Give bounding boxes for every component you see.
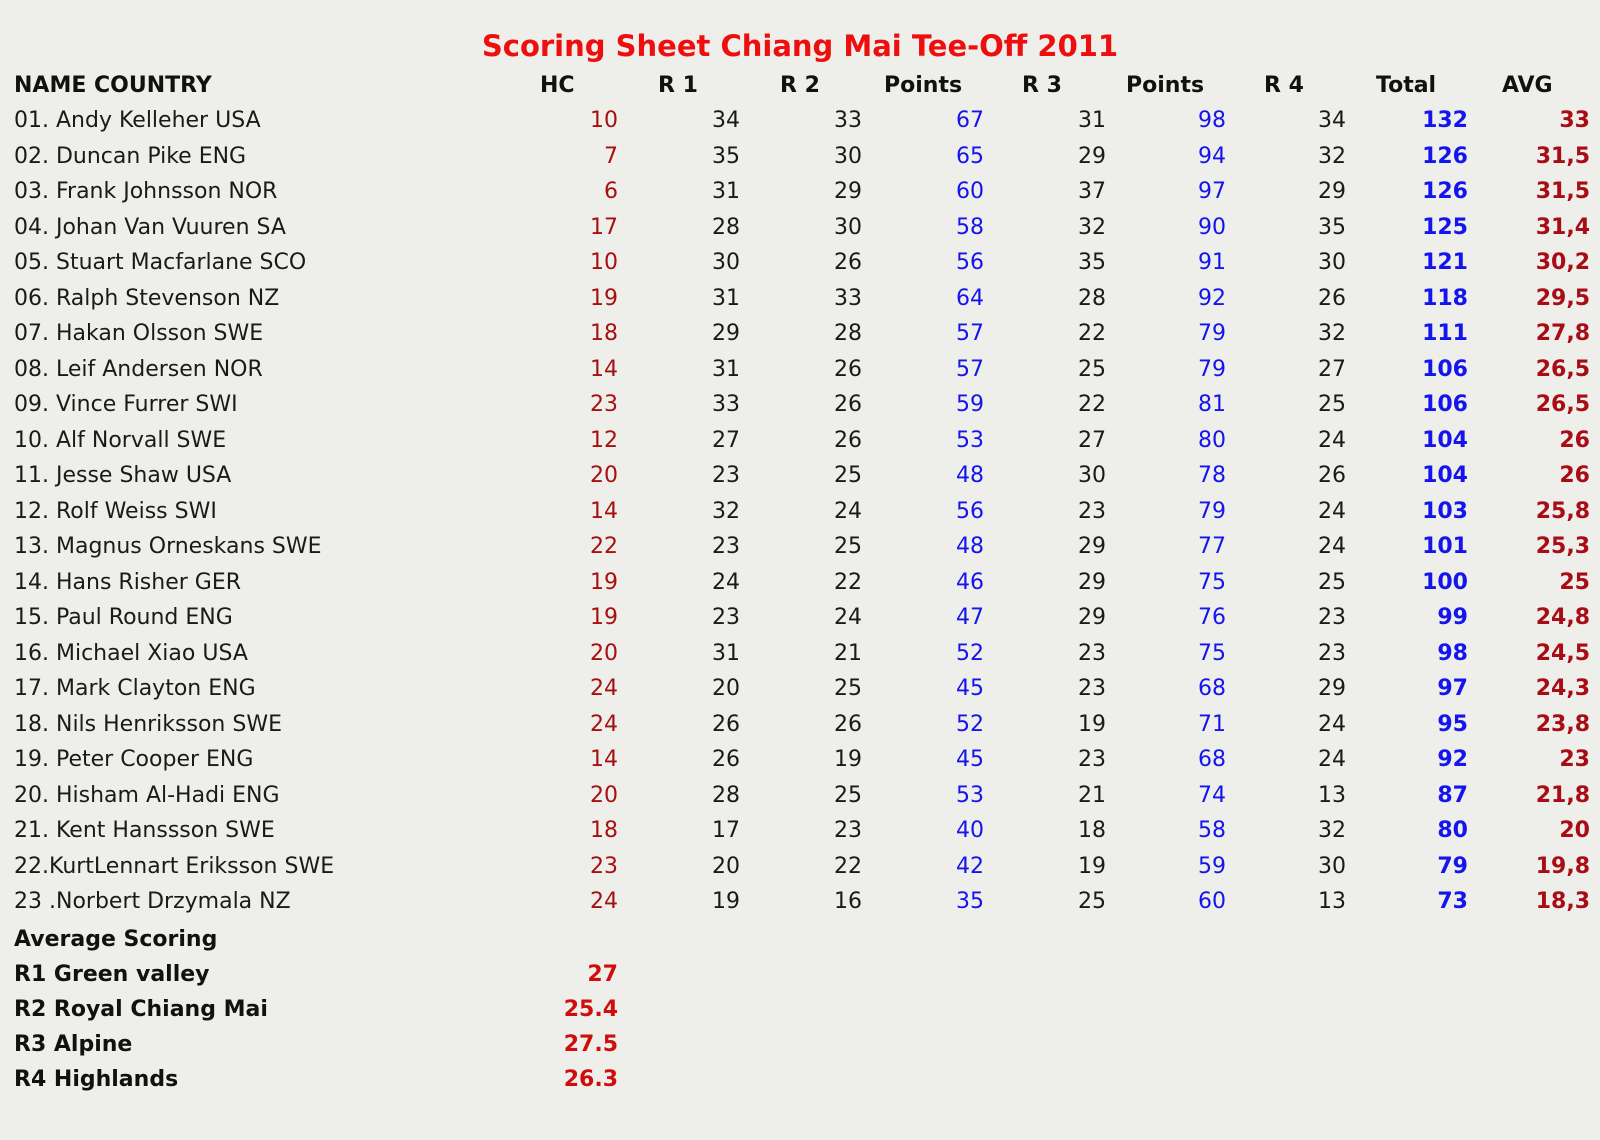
player-name: 07. Hakan Olsson SWE — [14, 321, 264, 346]
average-score: 24,3 — [1535, 676, 1590, 701]
round-3-score: 29 — [1078, 534, 1106, 559]
player-name: 17. Mark Clayton ENG — [14, 676, 256, 701]
round-2-score: 22 — [834, 854, 862, 879]
points-after-r3: 78 — [1198, 463, 1226, 488]
average-score: 27,8 — [1535, 321, 1590, 346]
handicap: 20 — [590, 783, 618, 808]
round-3-score: 22 — [1078, 392, 1106, 417]
round-1-score: 20 — [712, 676, 740, 701]
handicap: 23 — [590, 854, 618, 879]
round-4-score: 25 — [1318, 392, 1346, 417]
round-2-score: 25 — [834, 534, 862, 559]
round-3-score: 31 — [1078, 108, 1106, 133]
round-4-score: 13 — [1318, 889, 1346, 914]
page-title: Scoring Sheet Chiang Mai Tee-Off 2011 — [481, 29, 1119, 63]
points-after-r3: 94 — [1198, 144, 1226, 169]
round-1-score: 23 — [712, 463, 740, 488]
round-4-score: 32 — [1318, 818, 1346, 843]
round-4-score: 25 — [1318, 570, 1346, 595]
average-score: 31,5 — [1535, 144, 1590, 169]
header-hc: HC — [540, 73, 575, 98]
average-score: 26,5 — [1535, 392, 1590, 417]
total-score: 132 — [1422, 108, 1468, 133]
points-after-r3: 68 — [1198, 676, 1226, 701]
round-2-score: 33 — [834, 108, 862, 133]
player-name: 10. Alf Norvall SWE — [14, 428, 227, 453]
player-name: 08. Leif Andersen NOR — [14, 357, 263, 382]
average-score: 23,8 — [1535, 712, 1590, 737]
handicap: 6 — [604, 179, 618, 204]
handicap: 24 — [590, 676, 618, 701]
round-4-score: 34 — [1318, 108, 1346, 133]
round-3-score: 22 — [1078, 321, 1106, 346]
round-2-score: 33 — [834, 286, 862, 311]
round-3-score: 29 — [1078, 144, 1106, 169]
player-name: 13. Magnus Orneskans SWE — [14, 534, 322, 559]
handicap: 18 — [590, 321, 618, 346]
points-after-r3: 97 — [1198, 179, 1226, 204]
handicap: 14 — [590, 747, 618, 772]
average-score: 30,2 — [1535, 250, 1590, 275]
round-1-score: 28 — [712, 783, 740, 808]
points-after-r3: 74 — [1198, 783, 1226, 808]
round-3-score: 28 — [1078, 286, 1106, 311]
round-1-score: 34 — [712, 108, 740, 133]
total-score: 79 — [1437, 854, 1468, 879]
points-after-r2: 40 — [956, 818, 984, 843]
round-3-score: 19 — [1078, 854, 1106, 879]
round-4-score: 24 — [1318, 712, 1346, 737]
course-label-r1: R1 Green valley — [14, 962, 210, 987]
player-name: 11. Jesse Shaw USA — [14, 463, 232, 488]
round-3-score: 25 — [1078, 889, 1106, 914]
points-after-r2: 57 — [956, 357, 984, 382]
player-name: 16. Michael Xiao USA — [14, 641, 248, 666]
round-1-score: 33 — [712, 392, 740, 417]
round-1-score: 29 — [712, 321, 740, 346]
header-name-country: NAME COUNTRY — [14, 73, 212, 98]
round-4-score: 29 — [1318, 179, 1346, 204]
points-after-r2: 45 — [956, 747, 984, 772]
points-after-r2: 46 — [956, 570, 984, 595]
player-name: 02. Duncan Pike ENG — [14, 144, 247, 169]
points-after-r2: 35 — [956, 889, 984, 914]
round-2-score: 24 — [834, 499, 862, 524]
points-after-r3: 80 — [1198, 428, 1226, 453]
handicap: 24 — [590, 889, 618, 914]
round-1-score: 28 — [712, 215, 740, 240]
handicap: 10 — [590, 250, 618, 275]
player-name: 05. Stuart Macfarlane SCO — [14, 250, 307, 275]
round-2-score: 26 — [834, 250, 862, 275]
header-r4: R 4 — [1264, 73, 1304, 98]
average-score: 31,4 — [1535, 215, 1590, 240]
total-score: 106 — [1422, 392, 1468, 417]
handicap: 19 — [590, 286, 618, 311]
points-after-r3: 77 — [1198, 534, 1226, 559]
points-after-r2: 42 — [956, 854, 984, 879]
round-1-score: 19 — [712, 889, 740, 914]
round-3-score: 29 — [1078, 605, 1106, 630]
round-2-score: 26 — [834, 428, 862, 453]
total-score: 87 — [1437, 783, 1468, 808]
round-4-score: 24 — [1318, 534, 1346, 559]
round-4-score: 26 — [1318, 463, 1346, 488]
average-score: 19,8 — [1535, 854, 1590, 879]
round-4-score: 30 — [1318, 854, 1346, 879]
handicap: 20 — [590, 463, 618, 488]
round-2-score: 22 — [834, 570, 862, 595]
player-name: 06. Ralph Stevenson NZ — [14, 286, 280, 311]
round-4-score: 27 — [1318, 357, 1346, 382]
points-after-r2: 53 — [956, 783, 984, 808]
player-name: 15. Paul Round ENG — [14, 605, 233, 630]
header-r3: R 3 — [1022, 73, 1062, 98]
header-r1: R 1 — [658, 73, 698, 98]
round-4-score: 26 — [1318, 286, 1346, 311]
round-2-score: 29 — [834, 179, 862, 204]
points-after-r3: 79 — [1198, 321, 1226, 346]
points-after-r2: 56 — [956, 499, 984, 524]
points-after-r3: 91 — [1198, 250, 1226, 275]
total-score: 104 — [1422, 463, 1468, 488]
round-3-score: 23 — [1078, 641, 1106, 666]
average-score: 25,3 — [1535, 534, 1590, 559]
average-score: 25,8 — [1535, 499, 1590, 524]
points-after-r2: 60 — [956, 179, 984, 204]
round-4-score: 24 — [1318, 747, 1346, 772]
round-2-score: 23 — [834, 818, 862, 843]
points-after-r2: 58 — [956, 215, 984, 240]
player-name: 04. Johan Van Vuuren SA — [14, 215, 286, 240]
round-4-score: 23 — [1318, 605, 1346, 630]
total-score: 95 — [1437, 712, 1468, 737]
average-score: 21,8 — [1535, 783, 1590, 808]
average-score: 20 — [1559, 818, 1590, 843]
points-after-r3: 60 — [1198, 889, 1226, 914]
round-1-score: 20 — [712, 854, 740, 879]
header-avg: AVG — [1502, 73, 1553, 98]
round-2-score: 26 — [834, 357, 862, 382]
average-score: 26 — [1559, 428, 1590, 453]
round-3-score: 18 — [1078, 818, 1106, 843]
round-2-score: 28 — [834, 321, 862, 346]
round-2-score: 25 — [834, 783, 862, 808]
handicap: 19 — [590, 605, 618, 630]
total-score: 103 — [1422, 499, 1468, 524]
average-score: 26,5 — [1535, 357, 1590, 382]
round-3-score: 32 — [1078, 215, 1106, 240]
points-after-r3: 92 — [1198, 286, 1226, 311]
course-average-r2: 25.4 — [563, 997, 618, 1022]
total-score: 125 — [1422, 215, 1468, 240]
total-score: 101 — [1422, 534, 1468, 559]
round-2-score: 24 — [834, 605, 862, 630]
points-after-r3: 58 — [1198, 818, 1226, 843]
round-1-score: 31 — [712, 179, 740, 204]
total-score: 99 — [1437, 605, 1468, 630]
round-4-score: 13 — [1318, 783, 1346, 808]
total-score: 98 — [1437, 641, 1468, 666]
round-2-score: 30 — [834, 144, 862, 169]
total-score: 97 — [1437, 676, 1468, 701]
round-4-score: 32 — [1318, 144, 1346, 169]
handicap: 20 — [590, 641, 618, 666]
points-after-r3: 76 — [1198, 605, 1226, 630]
handicap: 14 — [590, 499, 618, 524]
player-name: 19. Peter Cooper ENG — [14, 747, 254, 772]
average-score: 24,8 — [1535, 605, 1590, 630]
header-r2: R 2 — [780, 73, 820, 98]
points-after-r2: 59 — [956, 392, 984, 417]
points-after-r3: 71 — [1198, 712, 1226, 737]
player-name: 03. Frank Johnsson NOR — [14, 179, 278, 204]
points-after-r3: 81 — [1198, 392, 1226, 417]
round-4-score: 24 — [1318, 499, 1346, 524]
round-1-score: 35 — [712, 144, 740, 169]
average-score: 25 — [1559, 570, 1590, 595]
round-3-score: 29 — [1078, 570, 1106, 595]
round-1-score: 32 — [712, 499, 740, 524]
round-4-score: 29 — [1318, 676, 1346, 701]
round-1-score: 30 — [712, 250, 740, 275]
average-score: 31,5 — [1535, 179, 1590, 204]
round-3-score: 23 — [1078, 676, 1106, 701]
round-1-score: 17 — [712, 818, 740, 843]
round-3-score: 25 — [1078, 357, 1106, 382]
round-3-score: 23 — [1078, 747, 1106, 772]
points-after-r3: 75 — [1198, 570, 1226, 595]
average-score: 18,3 — [1535, 889, 1590, 914]
round-1-score: 27 — [712, 428, 740, 453]
average-score: 33 — [1559, 108, 1590, 133]
round-2-score: 25 — [834, 463, 862, 488]
points-after-r3: 59 — [1198, 854, 1226, 879]
player-name: 12. Rolf Weiss SWI — [14, 499, 217, 524]
points-after-r2: 52 — [956, 712, 984, 737]
average-score: 26 — [1559, 463, 1590, 488]
round-3-score: 37 — [1078, 179, 1106, 204]
player-name: 14. Hans Risher GER — [14, 570, 242, 595]
course-label-r4: R4 Highlands — [14, 1067, 179, 1092]
round-2-score: 26 — [834, 392, 862, 417]
round-2-score: 26 — [834, 712, 862, 737]
points-after-r2: 52 — [956, 641, 984, 666]
round-2-score: 21 — [834, 641, 862, 666]
round-1-score: 23 — [712, 605, 740, 630]
average-score: 29,5 — [1535, 286, 1590, 311]
handicap: 18 — [590, 818, 618, 843]
total-score: 121 — [1422, 250, 1468, 275]
player-name: 21. Kent Hanssson SWE — [14, 818, 275, 843]
player-name: 22.KurtLennart Eriksson SWE — [14, 854, 335, 879]
round-4-score: 23 — [1318, 641, 1346, 666]
points-after-r3: 79 — [1198, 499, 1226, 524]
player-name: 23 .Norbert Drzymala NZ — [14, 889, 291, 914]
header-points-1: Points — [884, 73, 963, 98]
round-4-score: 30 — [1318, 250, 1346, 275]
round-1-score: 23 — [712, 534, 740, 559]
round-1-score: 26 — [712, 747, 740, 772]
total-score: 80 — [1437, 818, 1468, 843]
points-after-r2: 64 — [956, 286, 984, 311]
course-label-r2: R2 Royal Chiang Mai — [14, 997, 268, 1022]
round-1-score: 31 — [712, 286, 740, 311]
player-name: 09. Vince Furrer SWI — [14, 392, 238, 417]
total-score: 126 — [1422, 179, 1468, 204]
round-3-score: 23 — [1078, 499, 1106, 524]
total-score: 104 — [1422, 428, 1468, 453]
round-3-score: 35 — [1078, 250, 1106, 275]
round-3-score: 21 — [1078, 783, 1106, 808]
total-score: 106 — [1422, 357, 1468, 382]
handicap: 7 — [604, 144, 618, 169]
points-after-r2: 65 — [956, 144, 984, 169]
player-name: 18. Nils Henriksson SWE — [14, 712, 282, 737]
handicap: 19 — [590, 570, 618, 595]
course-label-r3: R3 Alpine — [14, 1032, 133, 1057]
points-after-r2: 67 — [956, 108, 984, 133]
round-3-score: 30 — [1078, 463, 1106, 488]
total-score: 92 — [1437, 747, 1468, 772]
handicap: 24 — [590, 712, 618, 737]
handicap: 22 — [590, 534, 618, 559]
handicap: 10 — [590, 108, 618, 133]
average-scoring-heading: Average Scoring — [14, 927, 218, 952]
round-2-score: 19 — [834, 747, 862, 772]
average-score: 24,5 — [1535, 641, 1590, 666]
total-score: 111 — [1422, 321, 1468, 346]
total-score: 118 — [1422, 286, 1468, 311]
course-average-r1: 27 — [587, 962, 618, 987]
handicap: 12 — [590, 428, 618, 453]
round-1-score: 24 — [712, 570, 740, 595]
round-4-score: 32 — [1318, 321, 1346, 346]
points-after-r2: 45 — [956, 676, 984, 701]
points-after-r2: 48 — [956, 534, 984, 559]
course-average-r3: 27.5 — [563, 1032, 618, 1057]
round-3-score: 19 — [1078, 712, 1106, 737]
points-after-r2: 48 — [956, 463, 984, 488]
points-after-r3: 75 — [1198, 641, 1226, 666]
header-total: Total — [1376, 73, 1437, 98]
player-name: 20. Hisham Al-Hadi ENG — [14, 783, 280, 808]
round-3-score: 27 — [1078, 428, 1106, 453]
handicap: 14 — [590, 357, 618, 382]
handicap: 23 — [590, 392, 618, 417]
handicap: 17 — [590, 215, 618, 240]
points-after-r2: 57 — [956, 321, 984, 346]
round-4-score: 35 — [1318, 215, 1346, 240]
points-after-r3: 79 — [1198, 357, 1226, 382]
round-2-score: 30 — [834, 215, 862, 240]
round-2-score: 16 — [834, 889, 862, 914]
points-after-r3: 68 — [1198, 747, 1226, 772]
round-2-score: 25 — [834, 676, 862, 701]
points-after-r3: 90 — [1198, 215, 1226, 240]
points-after-r2: 53 — [956, 428, 984, 453]
player-name: 01. Andy Kelleher USA — [14, 108, 261, 133]
course-average-r4: 26.3 — [563, 1067, 618, 1092]
points-after-r2: 47 — [956, 605, 984, 630]
round-4-score: 24 — [1318, 428, 1346, 453]
round-1-score: 31 — [712, 357, 740, 382]
points-after-r2: 56 — [956, 250, 984, 275]
round-1-score: 31 — [712, 641, 740, 666]
average-score: 23 — [1559, 747, 1590, 772]
header-points-2: Points — [1126, 73, 1205, 98]
round-1-score: 26 — [712, 712, 740, 737]
total-score: 100 — [1422, 570, 1468, 595]
points-after-r3: 98 — [1198, 108, 1226, 133]
total-score: 126 — [1422, 144, 1468, 169]
total-score: 73 — [1437, 889, 1468, 914]
